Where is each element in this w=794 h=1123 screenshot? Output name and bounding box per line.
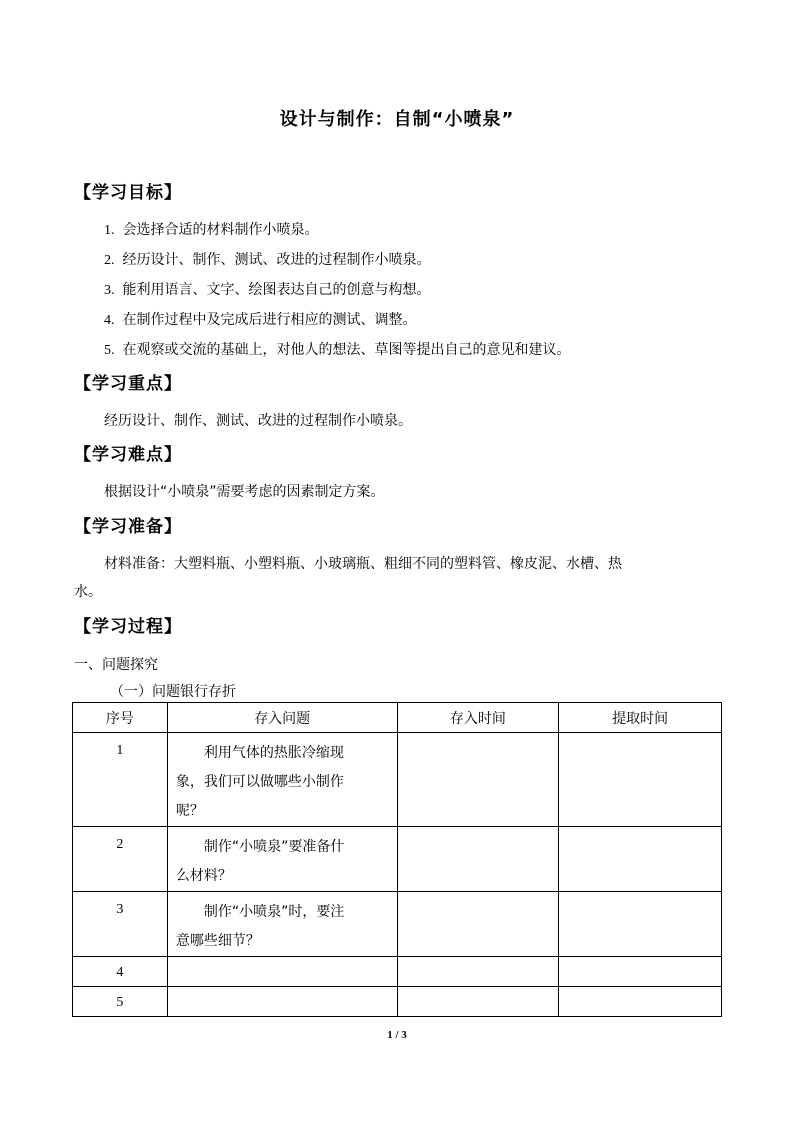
- goal-text: 能利用语言、文字、绘图表达自己的创意与构想。: [122, 282, 431, 298]
- row-withdraw-time[interactable]: [559, 827, 722, 892]
- process-heading: 【学习过程】: [74, 617, 182, 637]
- header-number: 序号: [73, 703, 168, 733]
- difficulty-heading: 【学习难点】: [74, 445, 182, 465]
- row-withdraw-time[interactable]: [559, 892, 722, 957]
- table-row: [73, 733, 722, 827]
- row-deposit-time[interactable]: [397, 733, 559, 827]
- subsection-title: （一）问题银行存折: [110, 684, 236, 700]
- goal-number: 3.: [104, 283, 115, 298]
- table-row: [73, 827, 722, 892]
- goals-heading: 【学习目标】: [74, 183, 182, 203]
- table-header-row: [73, 703, 722, 733]
- goal-number: 5.: [104, 343, 115, 358]
- preparation-line-1: 材料准备：大塑料瓶、小塑料瓶、小玻璃瓶、粗细不同的塑料管、橡皮泥、水槽、热: [104, 556, 622, 572]
- row-number: 4: [73, 957, 168, 987]
- row-deposit-time[interactable]: [397, 827, 559, 892]
- difficulty-text: 根据设计“小喷泉”需要考虑的因素制定方案。: [104, 484, 385, 500]
- goal-text: 在观察或交流的基础上，对他人的想法、草图等提出自己的意见和建议。: [122, 342, 571, 358]
- row-number: 2: [73, 827, 168, 892]
- row-question[interactable]: [167, 957, 397, 987]
- goal-item-2: [104, 249, 431, 269]
- page-number: 1 / 3: [387, 1029, 407, 1041]
- key-point-text: 经历设计、制作、测试、改进的过程制作小喷泉。: [104, 413, 412, 429]
- goal-text: 会选择合适的材料制作小喷泉。: [122, 222, 319, 238]
- goal-text: 在制作过程中及完成后进行相应的测试、调整。: [122, 312, 417, 328]
- document-title: 设计与制作：自制“小喷泉”: [279, 109, 515, 130]
- row-withdraw-time[interactable]: [559, 987, 722, 1017]
- row-question: 制作“小喷泉”要准备什 么材料？: [167, 827, 397, 892]
- goal-item-1: [104, 219, 319, 239]
- table-row: [73, 987, 722, 1017]
- row-number: 1: [73, 733, 168, 827]
- preparation-line-2: 水。: [74, 584, 102, 600]
- goal-item-3: [104, 279, 431, 299]
- table-row: [73, 892, 722, 957]
- goal-number: 2.: [104, 253, 115, 268]
- row-deposit-time[interactable]: [397, 892, 559, 957]
- row-question: 利用气体的热胀冷缩现 象，我们可以做哪些小制作 呢？: [167, 733, 397, 827]
- header-question: 存入问题: [167, 703, 397, 733]
- row-question: 制作“小喷泉”时，要注 意哪些细节？: [167, 892, 397, 957]
- row-deposit-time[interactable]: [397, 987, 559, 1017]
- row-number: 3: [73, 892, 168, 957]
- goal-item-5: [104, 339, 571, 359]
- question-bank-table: [72, 702, 722, 1017]
- row-number: 5: [73, 987, 168, 1017]
- header-deposit-time: 存入时间: [397, 703, 559, 733]
- section-title: 一、问题探究: [74, 657, 158, 673]
- row-withdraw-time[interactable]: [559, 733, 722, 827]
- key-point-heading: 【学习重点】: [74, 374, 182, 394]
- row-question[interactable]: [167, 987, 397, 1017]
- row-withdraw-time[interactable]: [559, 957, 722, 987]
- preparation-heading: 【学习准备】: [74, 517, 182, 537]
- header-withdraw-time: 提取时间: [559, 703, 722, 733]
- row-deposit-time[interactable]: [397, 957, 559, 987]
- goal-number: 1.: [104, 223, 115, 238]
- goal-text: 经历设计、制作、测试、改进的过程制作小喷泉。: [122, 252, 431, 268]
- goal-item-4: [104, 309, 417, 329]
- goal-number: 4.: [104, 313, 115, 328]
- table-row: [73, 957, 722, 987]
